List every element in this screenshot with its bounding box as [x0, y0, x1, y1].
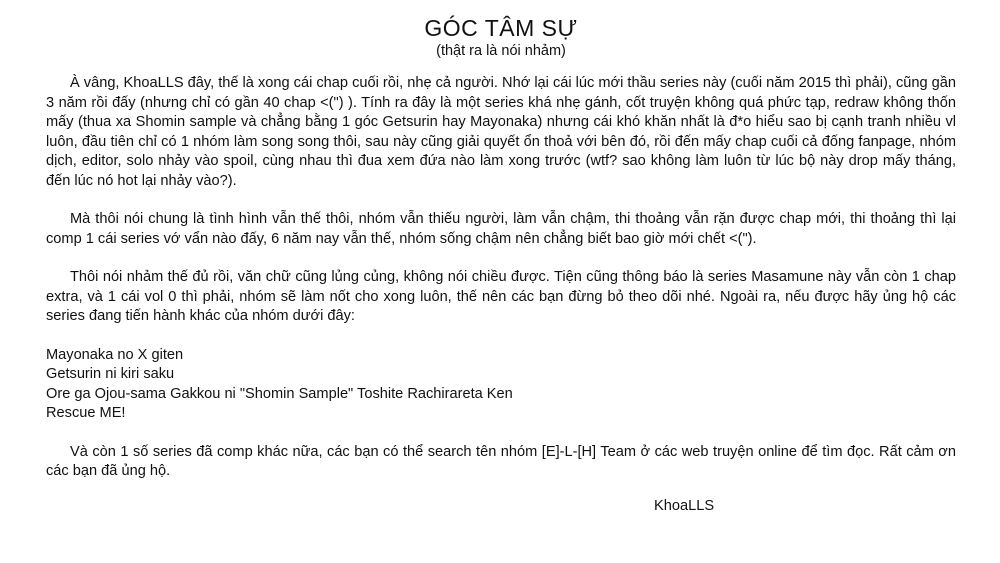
signature: KhoaLLS — [654, 498, 715, 514]
paragraph-closing: Và còn 1 số series đã comp khác nữa, các bạn có thể search tên nhóm [E]-L-[H] Team ở các web truyện online để tìm đọc. Rất cảm ơn các bạn đã ủng hộ. — [46, 443, 956, 479]
series-list — [46, 346, 956, 424]
series-item-shomin-sample: Ore ga Ojou-sama Gakkou ni "Shomin Sample" Toshite Rachirareta Ken — [46, 385, 513, 402]
series-item-rescue-me: Rescue ME! — [46, 405, 126, 421]
paragraph-status: Mà thôi nói chung là tình hình vẫn thế thôi, nhóm vẫn thiếu người, làm vẫn chậm, thi thoảng vẫn rặn được chap mới, thi thoảng thì lại comp 1 cái series vớ vẩn nào đấy, 6 năm nay vẫn thế, nhóm sống chậm nên chẳng biết bao giờ mới chết <("). — [46, 211, 956, 247]
series-item-mayonaka: Mayonaka no X giten — [46, 346, 184, 363]
paragraph-intro: À vâng, KhoaLLS đây, thế là xong cái chap cuối rồi, nhẹ cả người. Nhớ lại cái lúc mới thầu series này (cuối năm 2015 thì phải), cũng gần 3 năm rồi đấy (nhưng chỉ có gần 40 chap <(") ). Tính ra đây là một series khá nhẹ gánh, cốt truyện không quá phức tạp, redraw không thốn mấy (thua xa Shomin sample và chẳng bằng 1 góc Getsurin hay Mayonaka) nhưng cái khó khăn nhất là đ*o hiểu sao bị cạnh tranh nhiều vl luôn, đầu tiên chỉ có 1 nhóm làm song song thôi, sau này cũng giải quyết ổn thoả với bên đó, rồi đến mấy chap cuối cả đống fanpage, nhóm dịch, editor, solo nhảy vào spoil, cùng nhau thì đua xem đứa nào làm xong trước (wtf? sao không làm luôn từ lúc bộ này drop mấy tháng, đến lúc nó hot lại nhảy vào?). — [46, 75, 956, 189]
page-subtitle: (thật ra là nói nhảm) — [436, 43, 566, 59]
document-page — [46, 14, 956, 501]
paragraph-announcement: Thôi nói nhảm thế đủ rồi, văn chữ cũng lủng củng, không nói chiều được. Tiện cũng thông báo là series Masamune này vẫn còn 1 chap extra, và 1 cái vol 0 thì phải, nhóm sẽ làm nốt cho xong luôn, thế nên các bạn đừng bỏ theo dõi nhé. Ngoài ra, nếu được hãy ủng hộ các series đang tiến hành khác của nhóm dưới đây: — [46, 269, 956, 324]
page-title: GÓC TÂM SỰ — [424, 15, 578, 41]
series-item-getsurin: Getsurin ni kiri saku — [46, 366, 175, 382]
